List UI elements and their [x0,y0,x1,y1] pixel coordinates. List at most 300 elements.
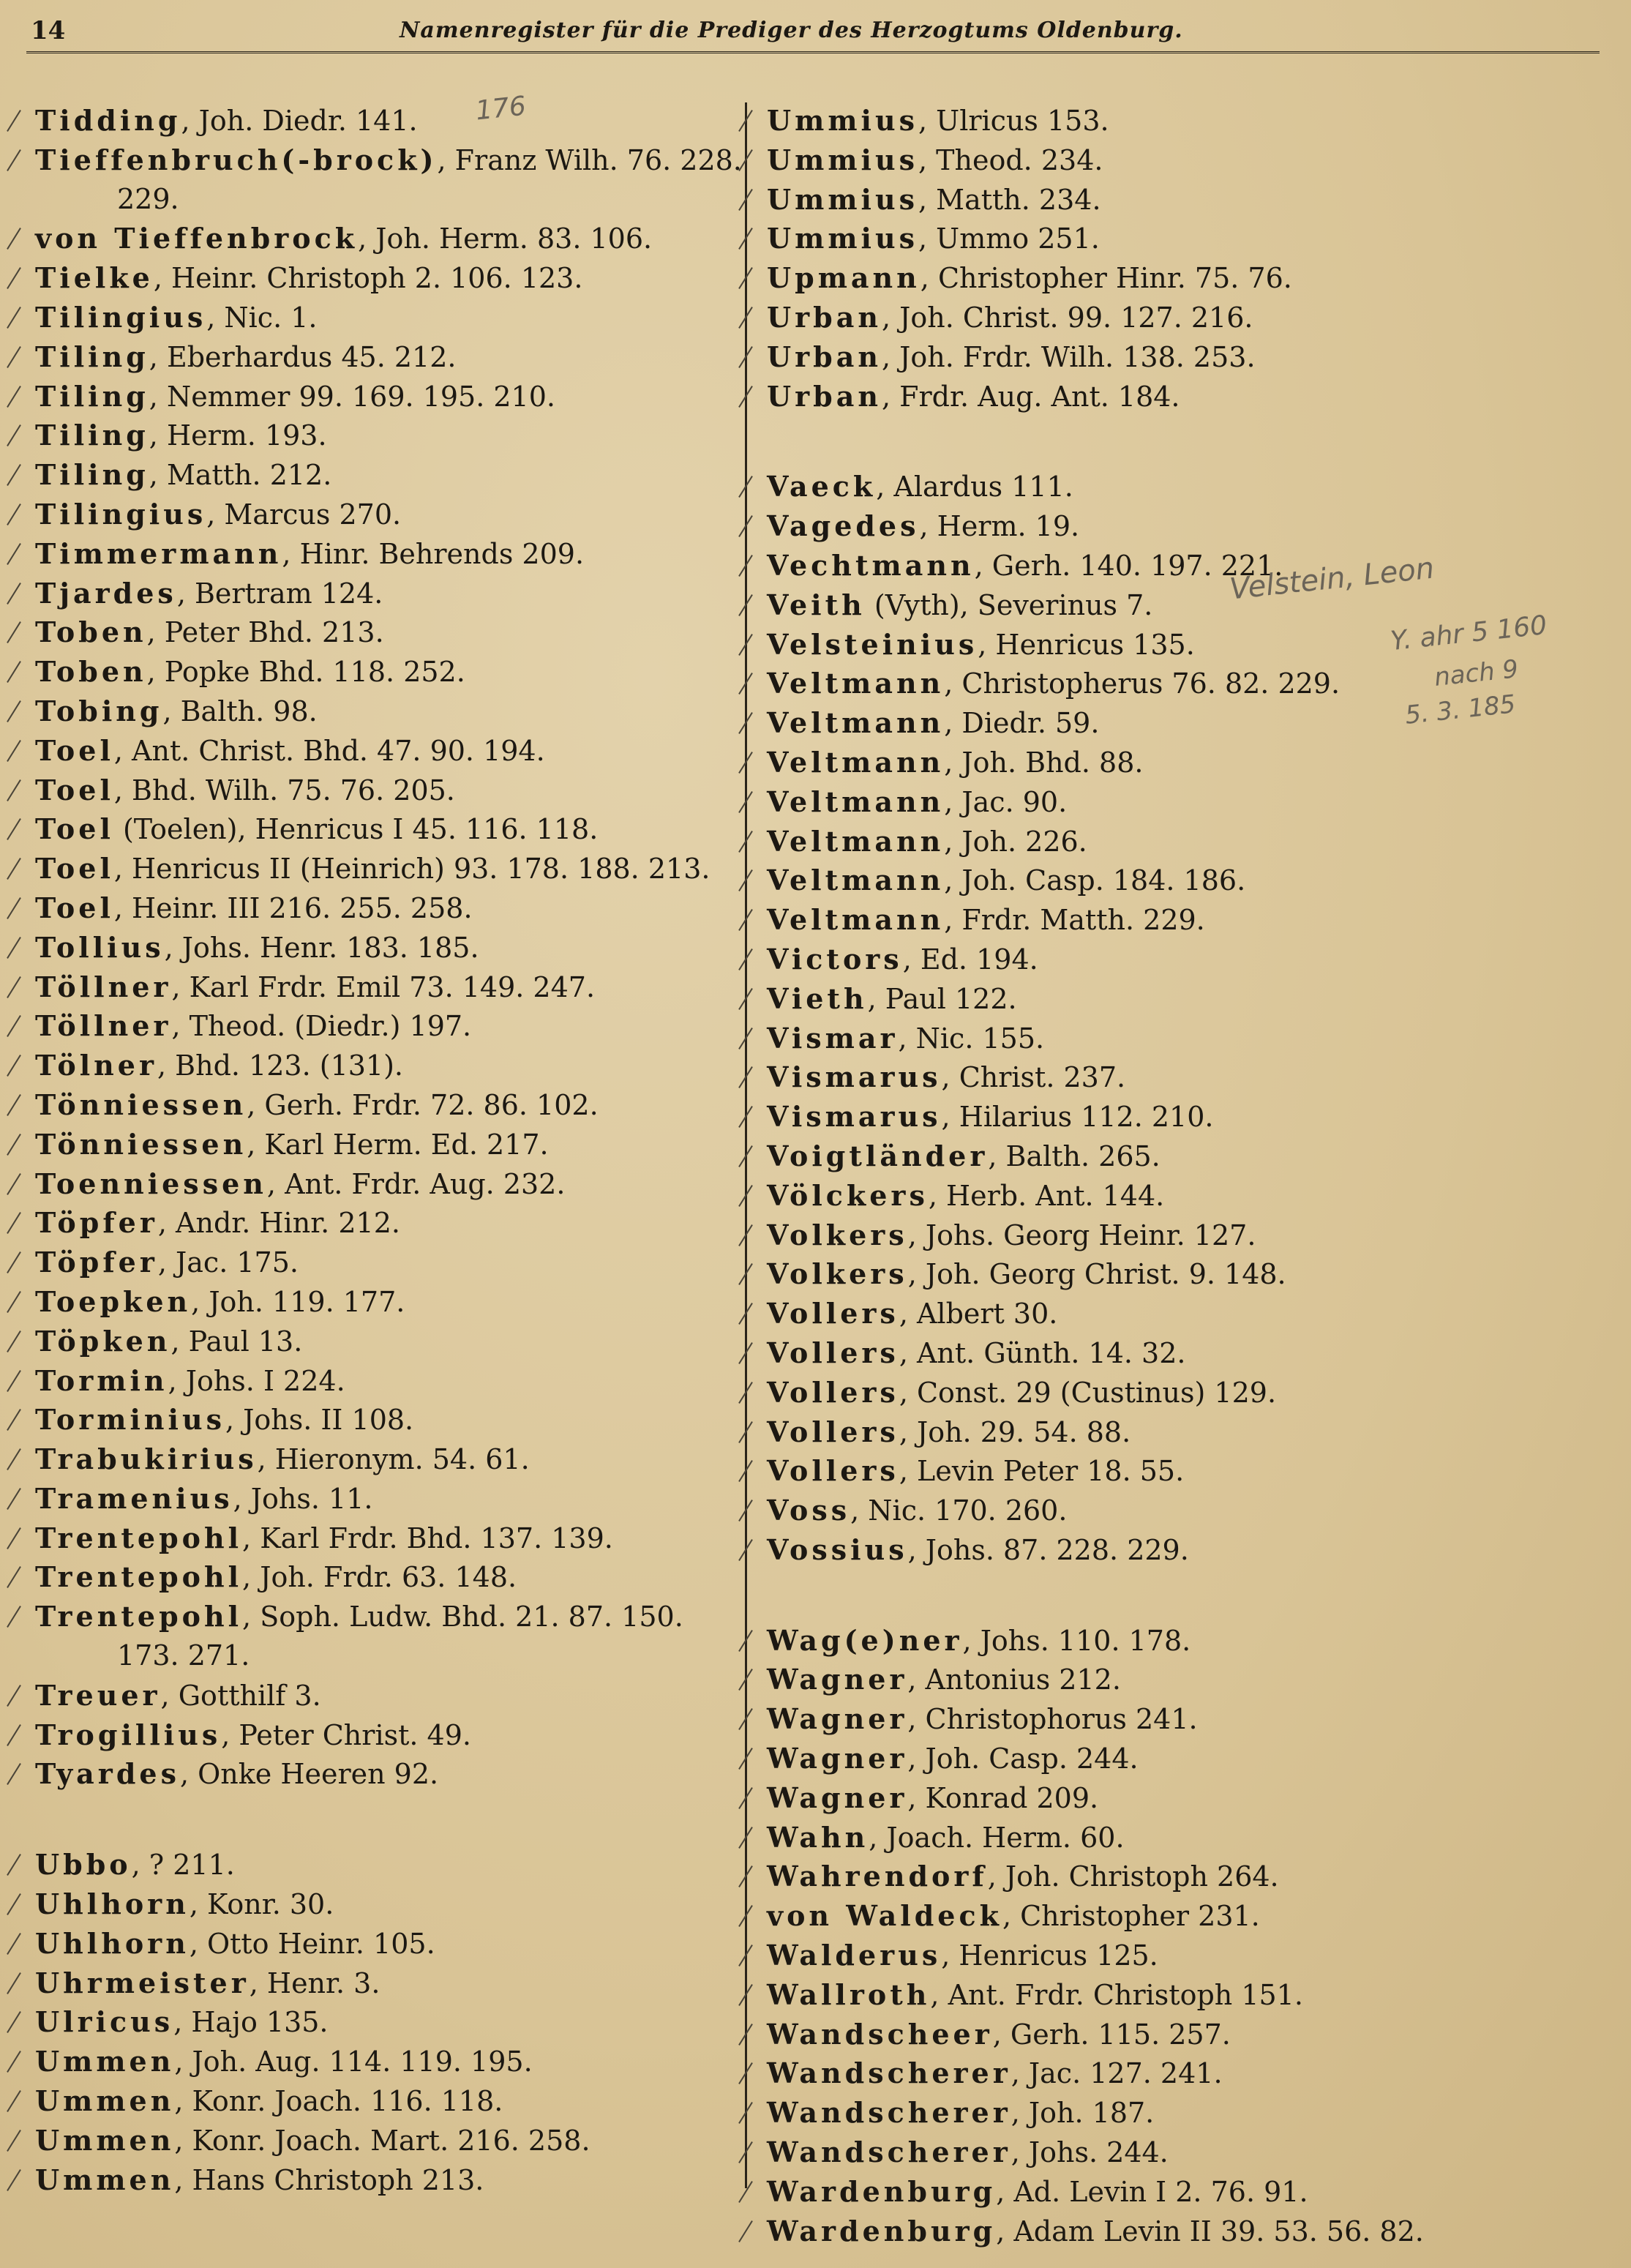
entry-surname: Uhrmeister [35,1966,250,1999]
index-entry [761,743,1493,782]
entry-details: , Joh. 29. 54. 88. [899,1415,1131,1448]
entry-details: , Franz Wilh. 76. 228. [437,143,742,176]
entry-surname: Urban [767,379,882,413]
entry-surname: Wallroth [767,1977,931,2011]
pencil-tick-mark [7,1448,21,1470]
entry-details: , Balth. 98. [162,695,318,727]
pencil-tick-mark [7,2051,21,2073]
entry-surname: Toben [35,655,147,689]
pencil-tick-mark [7,149,21,171]
entry-details: , Ant. Frdr. Aug. 232. [266,1167,566,1200]
section-gap [29,1794,746,1845]
entry-surname: Uhlhorn [35,1926,190,1960]
index-entry [29,809,746,849]
entry-surname: Tyardes [35,1757,180,1791]
entry-surname: Tiling [35,419,149,452]
entry-details: , Joh. 226. [944,825,1087,858]
entry-details: (Toelen), Henricus I 45. 116. 118. [113,813,599,846]
entry-surname: Tiling [35,340,149,373]
entry-details: , Johs. II 108. [225,1404,414,1437]
index-entry [29,652,746,692]
pencil-tick-mark [7,110,21,132]
entry-surname: Voss [767,1494,851,1527]
index-entry [761,1373,1493,1412]
index-entry [29,1282,746,1322]
entry-surname: Wag(e)ner [767,1623,963,1657]
index-entry [29,888,746,928]
entry-details: , Frdr. Matth. 229. [944,904,1205,937]
entry-surname: Tollius [35,930,165,964]
index-entry [29,495,746,534]
entry-details: , Joh. Diedr. 141. [181,105,418,137]
pencil-tick-mark [7,1055,21,1077]
index-entry [29,1046,746,1085]
entry-surname: Ummen [35,2084,175,2118]
pencil-tick-mark [7,937,21,959]
index-entry [761,1530,1493,1570]
entry-details: , Peter Bhd. 213. [146,616,384,649]
index-entry [29,219,746,258]
index-entry [761,180,1493,220]
entry-details: , Soph. Ludw. Bhd. 21. 87. 150. [242,1601,683,1633]
entry-details: , Joh. Georg Christ. 9. 148. [907,1258,1286,1291]
pencil-tick-mark [7,1933,21,1955]
pencil-tick-mark [7,504,21,525]
entry-details: , Otto Heinr. 105. [189,1927,435,1960]
entry-surname: Vollers [767,1336,899,1369]
index-entry [29,534,746,574]
entry-surname: Wahrendorf [767,1860,988,1893]
entry-surname: Veith [767,588,866,621]
entry-details: , Frdr. Aug. Ant. 184. [881,380,1180,413]
pencil-tick-mark [7,1291,21,1313]
pencil-tick-mark [7,2012,21,2034]
entry-surname: Walderus [767,1939,942,1972]
index-entry [29,613,746,652]
entry-details: , Johs. Georg Heinr. 127. [907,1219,1256,1251]
index-entry [761,2015,1493,2054]
index-entry [761,822,1493,861]
entry-details: , Christopher Hinr. 75. 76. [920,262,1292,295]
entry-surname: Ubbo [35,1848,132,1882]
entry-details: , Ant. Frdr. Christoph 151. [930,1978,1303,2011]
entry-surname: Toepken [35,1284,192,1318]
index-entry [29,2121,746,2160]
index-entry [761,1896,1493,1936]
entry-surname: Ummius [767,182,919,216]
index-entry [29,101,746,141]
entry-details: , Matth. 212. [149,459,332,492]
entry-details: , Joh. Frdr. Wilh. 138. 253. [881,340,1256,373]
entry-details: , Gerh. 140. 197. 221. [974,549,1283,582]
pencil-tick-mark [7,740,21,762]
index-entry [761,1699,1493,1739]
entry-details: , Hinr. Behrends 209. [282,537,585,570]
entry-surname: Tönniessen [35,1127,247,1161]
entry-details: , Theod. (Diedr.) 197. [171,1010,472,1043]
entry-details: , Ummo 251. [918,222,1100,255]
pencil-tick-mark [7,621,21,643]
index-entry [761,1975,1493,2015]
entry-surname: Töllner [35,1009,172,1043]
entry-surname: Tobing [35,694,163,727]
entry-details: , Hans Christoph 213. [174,2163,484,2196]
pencil-tick-mark [7,976,21,998]
entry-details: , Gerh. Frdr. 72. 86. 102. [247,1088,599,1121]
index-entry [761,1936,1493,1975]
section-gap [761,1570,1493,1621]
pencil-tick-mark [7,464,21,486]
entry-details: , Johs. 110. 178. [962,1624,1191,1657]
entry-details: , Christopher 231. [1002,1900,1260,1933]
entry-details: , Ant. Günth. 14. 32. [899,1336,1186,1369]
entry-surname: Trentepohl [35,1600,243,1633]
entry-details: , Johs. 244. [1011,2136,1169,2169]
index-entry [29,258,746,298]
entry-surname: Wahn [767,1820,869,1854]
entry-details: , Paul 122. [867,982,1017,1015]
entry-surname: Vollers [767,1415,899,1448]
entry-surname: Ummen [35,2045,175,2078]
entry-surname: Toben [35,615,147,649]
pencil-tick-mark [7,661,21,683]
index-entry [761,1621,1493,1661]
index-entry [761,377,1493,416]
entry-details: (Vyth), Severinus 7. [865,588,1153,621]
entry-surname: Wardenburg [767,2174,997,2208]
entry-surname: Töpken [35,1324,171,1358]
entry-details: , Konr. 30. [189,1888,334,1921]
index-entry [29,968,746,1007]
pencil-tick-mark [7,1331,21,1352]
pencil-tick-mark [7,1212,21,1234]
entry-surname: Tormin [35,1363,168,1397]
entry-surname: Wandscherer [767,2056,1011,2090]
entry-surname: Vieth [767,981,868,1015]
entry-surname: Toel [35,773,114,806]
index-entry [761,1739,1493,1778]
pencil-tick-mark [7,1488,21,1510]
entry-details: , Christophorus 241. [907,1703,1198,1736]
entry-surname: Töpfer [35,1206,158,1240]
entry-surname: Veltmann [767,667,945,700]
entry-surname: Veltmann [767,864,945,897]
index-entry [29,298,746,337]
entry-details: , Nemmer 99. 169. 195. 210. [149,380,555,413]
index-entry [29,731,746,771]
entry-details: , Joh. Frdr. 63. 148. [242,1561,517,1594]
entry-surname: Vollers [767,1375,899,1409]
entry-details: , Johs. 87. 228. 229. [907,1533,1189,1566]
entry-surname: Voigtländer [767,1139,989,1172]
pencil-tick-mark [7,897,21,919]
entry-surname: Uhlhorn [35,1887,190,1921]
index-entry [761,782,1493,822]
index-entry [761,1137,1493,1176]
entry-details: , Heinr. Christoph 2. 106. 123. [153,262,583,295]
index-entry [29,1243,746,1282]
entry-surname: Ummius [767,222,919,255]
entry-surname: Toel [35,891,114,924]
entry-details: , Herm. 19. [919,510,1080,543]
handwritten-note: Y. ahr 5 160 [1389,610,1548,657]
entry-surname: Tiling [35,458,149,492]
index-entry [29,2002,746,2042]
entry-details: , Johs. 11. [233,1482,373,1515]
entry-details: , Joh. Bhd. 88. [944,746,1144,779]
entry-surname: Veltmann [767,745,945,779]
entry-details: , Eberhardus 45. 212. [149,340,457,373]
entry-details: , Johs. I 224. [168,1364,345,1397]
entry-details: , Const. 29 (Custinus) 129. [899,1376,1277,1409]
entry-details: , Nic. 1. [206,301,318,334]
entry-details: , Christ. 237. [941,1061,1126,1094]
entry-surname: Upmann [767,261,921,295]
entry-surname: Ulricus [35,2005,174,2039]
pencil-tick-mark [7,858,21,880]
index-entry [761,298,1493,337]
entry-surname: Wandscherer [767,2136,1011,2169]
entry-details: , Joh. Casp. 244. [907,1743,1139,1775]
pencil-tick-mark [7,2169,21,2191]
left-column [29,101,746,2199]
pencil-tick-mark [7,1015,21,1037]
pencil-tick-mark [7,1606,21,1628]
pencil-tick-mark [7,1370,21,1392]
index-entry [761,1097,1493,1137]
pencil-tick-mark [7,700,21,722]
entry-surname: Veltmann [767,903,945,937]
entry-details: , Ed. 194. [902,943,1038,976]
entry-surname: Vollers [767,1454,899,1488]
entry-details: , Joh. 119. 177. [191,1285,405,1318]
entry-details: , Konr. Joach. 116. 118. [174,2085,503,2118]
entry-details: , Karl Herm. Ed. 217. [247,1128,549,1161]
index-entry [29,1845,746,1885]
pencil-tick-mark [7,1854,21,1876]
entry-details: , Herm. 193. [149,419,327,452]
index-entry [29,1125,746,1164]
index-entry [29,2042,746,2081]
entry-surname: Tönniessen [35,1088,247,1121]
entry-surname: Tieffenbruch(-brock) [35,143,438,176]
index-entry [29,1964,746,2003]
index-entry [29,1754,746,1794]
index-entry [761,625,1493,665]
index-entry [29,1676,746,1715]
entry-surname: Tjardes [35,576,177,610]
index-entry [29,141,746,180]
entry-surname: Trentepohl [35,1521,243,1554]
entry-surname: Wagner [767,1663,908,1696]
entry-surname: Ummen [35,2163,175,2196]
entry-details: , Henricus 135. [978,628,1195,661]
entry-continuation: 229. [117,182,179,215]
index-entry [29,1322,746,1361]
index-entry [761,219,1493,258]
index-entry [761,1778,1493,1818]
index-entry [29,1400,746,1440]
entry-surname: Vechtmann [767,548,975,582]
entry-details: , Gerh. 115. 257. [992,2018,1231,2051]
entry-details: , ? 211. [131,1849,235,1882]
entry-details: , Popke Bhd. 118. 252. [146,656,465,689]
entry-details: , Ant. Christ. Bhd. 47. 90. 194. [113,734,545,767]
entry-surname: Volkers [767,1257,908,1291]
index-entry [761,506,1493,546]
index-entry [761,2054,1493,2093]
entry-surname: Vismarus [767,1100,942,1134]
entry-details: , Ulricus 153. [918,105,1109,137]
pencil-tick-mark [7,267,21,289]
pencil-tick-mark [7,1409,21,1431]
entry-details: , Albert 30. [899,1298,1058,1331]
entry-surname: Vollers [767,1297,899,1331]
entry-surname: Volkers [767,1218,908,1251]
entry-surname: Trentepohl [35,1560,243,1594]
index-entry [29,337,746,377]
entry-details: , Karl Frdr. Emil 73. 149. 247. [171,970,596,1003]
entry-details: , Peter Christ. 49. [221,1718,471,1751]
entry-surname: Wagner [767,1781,908,1814]
entry-surname: Wandscherer [767,2096,1011,2130]
index-entry [761,703,1493,743]
entry-details: , Ad. Levin I 2. 76. 91. [996,2175,1308,2208]
entry-surname: Veltmann [767,824,945,858]
entry-details: , Paul 13. [170,1325,303,1358]
entry-surname: Toel [35,733,114,767]
index-entry [29,928,746,968]
section-gap [761,416,1493,467]
pencil-tick-mark [7,1685,21,1707]
right-column [761,101,1493,2250]
index-entry [29,771,746,810]
entry-continuation: 173. 271. [117,1639,250,1672]
index-entry [761,585,1493,625]
index-entry [29,1885,746,1924]
entry-details: , Nic. 155. [898,1022,1045,1055]
pencil-tick-mark [7,1173,21,1195]
index-entry [761,2133,1493,2172]
entry-details: , Nic. 170. 260. [850,1494,1068,1527]
entry-surname: Wagner [767,1742,908,1775]
entry-details: , Henricus II (Heinrich) 93. 178. 188. 213. [113,853,710,886]
entry-surname: Victors [767,942,903,976]
entry-details: , Diedr. 59. [944,707,1100,740]
entry-details: , Jac. 90. [944,785,1068,818]
entry-details: , Adam Levin II 39. 53. 56. 82. [996,2215,1424,2248]
pencil-tick-mark [7,1724,21,1746]
index-entry [29,2160,746,2200]
entry-details: , Levin Peter 18. 55. [899,1455,1185,1488]
entry-surname: Tidding [35,104,181,137]
handwritten-note: nach 9 [1433,654,1520,692]
entry-surname: Töllner [35,970,172,1003]
index-entry [761,2212,1493,2251]
page-header [26,10,1600,53]
entry-surname: Vagedes [767,509,920,543]
index-entry [29,455,746,495]
pencil-tick-mark [7,307,21,329]
pencil-tick-mark [7,1251,21,1273]
index-entry [29,692,746,731]
entry-surname: Torminius [35,1403,226,1437]
index-entry [29,1557,746,1597]
pencil-tick-mark [7,2130,21,2152]
pencil-tick-mark [7,386,21,408]
index-entry [29,1597,746,1636]
index-entry [761,1491,1493,1530]
entry-details: , Joh. Christ. 99. 127. 216. [881,301,1253,334]
index-entry [761,1412,1493,1452]
index-entry [761,900,1493,940]
entry-surname: Tielke [35,261,154,295]
pencil-tick-mark [7,424,21,446]
entry-details: , Joh. Herm. 83. 106. [358,222,653,255]
entry-surname: Tilingius [35,300,207,334]
entry-details: , Gotthilf 3. [160,1679,321,1712]
entry-details: , Joach. Herm. 60. [869,1821,1125,1854]
pencil-tick-mark [7,779,21,801]
entry-details: , Joh. Aug. 114. 119. 195. [174,2046,533,2078]
entry-details: , Matth. 234. [918,183,1101,216]
index-entry [761,1818,1493,1857]
index-entry [29,1164,746,1204]
page-number: 14 [31,16,66,45]
entry-surname: Tilingius [35,497,207,531]
index-entry [761,467,1493,506]
handwritten-note: 176 [474,91,528,127]
pencil-tick-mark [7,2090,21,2112]
running-title: Namenregister für die Prediger des Herzogtums Oldenburg. [400,18,1183,43]
entry-surname: Toel [35,812,114,846]
index-entry [761,1058,1493,1097]
entry-details: , Henricus 125. [941,1939,1158,1972]
index-entry [761,1451,1493,1491]
pencil-tick-mark [7,1893,21,1915]
pencil-tick-mark [7,1094,21,1116]
entry-surname: Timmermann [35,536,282,570]
index-entry [761,337,1493,377]
entry-surname: Velsteinius [767,627,978,661]
entry-details: , Jac. 127. 241. [1011,2057,1223,2090]
entry-details: , Onke Heeren 92. [179,1758,439,1791]
index-entry [29,2081,746,2121]
pencil-tick-mark [7,1764,21,1786]
handwritten-note: 5. 3. 185 [1403,689,1518,730]
index-entry [29,1361,746,1401]
entry-details: , Konrad 209. [907,1781,1099,1814]
index-entry [761,101,1493,141]
entry-surname: Urban [767,300,882,334]
index-entry [761,2093,1493,2133]
entry-details: , Alardus 111. [876,471,1073,504]
index-entry [29,416,746,455]
index-entry [761,1176,1493,1216]
entry-surname: Vismarus [767,1060,942,1094]
entry-details: , Joh. Casp. 184. 186. [944,864,1246,897]
entry-details: , Andr. Hinr. 212. [157,1207,400,1240]
index-entry [761,2172,1493,2212]
index-entry [29,1006,746,1046]
entry-surname: von Tieffenbrock [35,222,359,255]
index-entry [761,1019,1493,1058]
index-entry [29,1715,746,1755]
pencil-tick-mark [7,818,21,840]
entry-details: , Bhd. Wilh. 75. 76. 205. [113,774,455,806]
index-entry [761,1254,1493,1294]
entry-surname: Urban [767,340,882,373]
